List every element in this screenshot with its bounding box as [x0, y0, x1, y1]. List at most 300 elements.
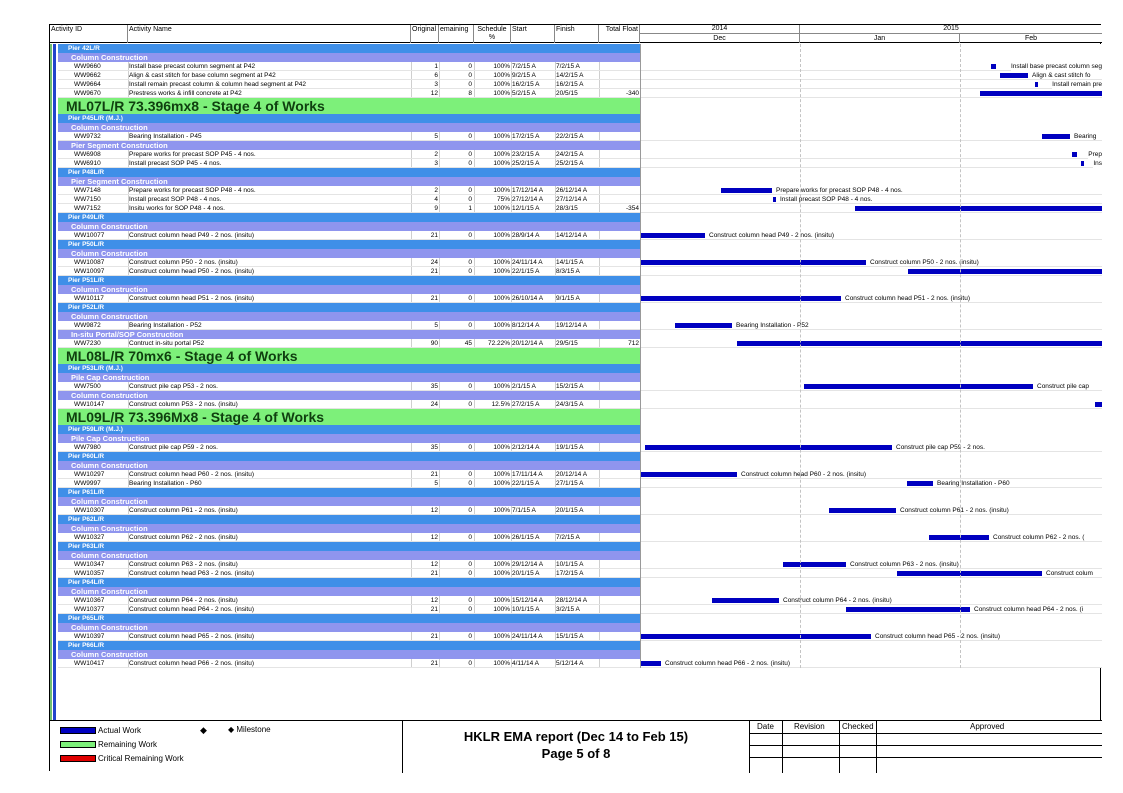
activity-row[interactable]	[50, 62, 1102, 71]
pier-group-row[interactable]	[50, 276, 1102, 285]
work-group-row[interactable]	[50, 551, 1102, 560]
column-divider	[411, 258, 412, 266]
gantt-bar-label: Ins	[1093, 160, 1102, 167]
header-remaining-duration[interactable]: emaining	[439, 25, 474, 43]
activity-row[interactable]	[50, 443, 1102, 452]
column-divider	[511, 632, 512, 640]
remaining-duration: 0	[468, 507, 472, 514]
pier-group-row-label: Pier P50L/R	[68, 241, 105, 248]
activity-row[interactable]	[50, 321, 1102, 330]
remaining-duration: 0	[468, 570, 472, 577]
gantt-bar-label: Align & cast stitch fo	[1032, 72, 1091, 79]
gantt-cell	[640, 434, 1102, 443]
start-date: 20/12/14 A	[512, 340, 544, 347]
pier-group-row[interactable]	[50, 44, 1102, 53]
column-divider	[511, 62, 512, 70]
gantt-cell	[640, 551, 1102, 560]
gantt-bar-label: Construct column head P65 - 2 nos. (insitu)	[875, 633, 1001, 640]
work-group-row[interactable]	[50, 285, 1102, 294]
gantt-cell	[640, 400, 1102, 408]
column-divider	[128, 258, 129, 266]
column-divider	[599, 659, 600, 667]
activity-row[interactable]	[50, 506, 1102, 515]
work-group-row[interactable]	[50, 497, 1102, 506]
legend-critical-label: Critical Remaining Work	[98, 754, 184, 763]
activity-row[interactable]	[50, 89, 1102, 98]
remaining-duration: 0	[468, 480, 472, 487]
work-group-row[interactable]	[50, 312, 1102, 321]
gantt-bar[interactable]	[804, 384, 1033, 389]
column-divider	[128, 132, 129, 140]
column-divider	[599, 186, 600, 194]
schedule-percent: 100%	[493, 633, 510, 640]
gantt-bar[interactable]	[1000, 73, 1028, 78]
gantt-bar[interactable]	[908, 269, 1102, 274]
column-divider	[474, 470, 475, 478]
column-divider	[411, 400, 412, 408]
work-group-row-label: Column Construction	[71, 650, 148, 659]
activity-id: WW10087	[74, 259, 105, 266]
column-divider	[555, 659, 556, 667]
activity-name: Construct column head P51 - 2 nos. (insitu)	[129, 295, 255, 302]
column-divider	[411, 294, 412, 302]
column-divider	[555, 470, 556, 478]
activity-row[interactable]	[50, 186, 1102, 195]
pier-group-row-label: Pier P48L/R	[68, 169, 105, 176]
column-divider	[599, 204, 600, 212]
activity-row[interactable]	[50, 400, 1102, 409]
gantt-bar[interactable]	[907, 481, 933, 486]
gantt-bar[interactable]	[1081, 161, 1084, 166]
work-group-row-label: Column Construction	[71, 53, 148, 62]
column-divider	[555, 533, 556, 541]
column-divider	[439, 80, 440, 88]
column-divider	[474, 258, 475, 266]
column-divider	[128, 89, 129, 97]
finish-date: 20/5/15	[556, 90, 578, 97]
work-group-row[interactable]	[50, 373, 1102, 382]
column-divider	[128, 596, 129, 604]
pier-group-row-label: Pier P66L/R	[68, 642, 105, 649]
pier-group-row-label: Pier P64L/R	[68, 579, 105, 586]
activity-name: Contruct in-situ portal P52	[129, 340, 205, 347]
gantt-cell	[640, 506, 1102, 514]
legend-actual-label: Actual Work	[98, 726, 141, 735]
column-divider	[411, 596, 412, 604]
column-divider	[474, 267, 475, 275]
activity-row[interactable]	[50, 294, 1102, 303]
pier-group-row-label: Pier P52L/R	[68, 304, 105, 311]
original-duration: 21	[430, 570, 438, 577]
column-divider	[599, 62, 600, 70]
work-group-row[interactable]	[50, 141, 1102, 150]
column-divider	[511, 339, 512, 347]
remaining-duration: 0	[468, 606, 472, 613]
work-group-row-label: Pier Segment Construction	[71, 141, 168, 150]
schedule-percent: 100%	[493, 606, 510, 613]
column-divider	[128, 470, 129, 478]
activity-name: Construct column head P50 - 2 nos. (insitu)	[129, 268, 255, 275]
pier-group-row[interactable]	[50, 240, 1102, 249]
gantt-bar[interactable]	[1035, 82, 1038, 87]
column-divider	[511, 321, 512, 329]
pier-group-row[interactable]	[50, 213, 1102, 222]
column-divider	[128, 62, 129, 70]
column-divider	[555, 294, 556, 302]
gantt-cell	[640, 479, 1102, 487]
stage-group-row[interactable]	[50, 409, 1102, 425]
stage-group-row[interactable]	[50, 348, 1102, 364]
schedule-percent: 100%	[493, 480, 510, 487]
column-divider	[599, 267, 600, 275]
schedule-percent: 100%	[493, 570, 510, 577]
column-divider	[128, 71, 129, 79]
column-divider	[555, 186, 556, 194]
gantt-bar[interactable]	[980, 91, 1102, 96]
column-divider	[555, 506, 556, 514]
activity-id: WW10307	[74, 507, 105, 514]
activity-id: WW10297	[74, 471, 105, 478]
activity-row[interactable]	[50, 382, 1102, 391]
gantt-bar[interactable]	[846, 607, 970, 612]
column-divider	[128, 159, 129, 167]
column-divider	[555, 382, 556, 390]
work-group-row[interactable]	[50, 434, 1102, 443]
start-date: 26/1/15 A	[512, 534, 540, 541]
column-divider	[439, 339, 440, 347]
original-duration: 21	[430, 295, 438, 302]
start-date: 4/11/14 A	[512, 660, 539, 667]
gantt-cell	[640, 569, 1102, 577]
gantt-bar[interactable]	[712, 598, 779, 603]
column-divider	[411, 89, 412, 97]
gantt-bar-label: Construct column P50 - 2 nos. (insitu)	[870, 259, 979, 266]
gantt-bar[interactable]	[640, 233, 705, 238]
timeline-month-feb: Feb	[960, 33, 1102, 43]
remaining-duration: 0	[468, 160, 472, 167]
column-divider	[511, 258, 512, 266]
column-divider	[128, 400, 129, 408]
work-group-row[interactable]	[50, 587, 1102, 596]
report-title: HKLR EMA report (Dec 14 to Feb 15)	[463, 729, 689, 744]
schedule-percent: 100%	[493, 63, 510, 70]
finish-date: 16/2/15 A	[556, 81, 584, 88]
column-divider	[599, 132, 600, 140]
work-group-row[interactable]	[50, 623, 1102, 632]
finish-date: 24/3/15 A	[556, 401, 584, 408]
finish-date: 22/2/15 A	[556, 133, 584, 140]
start-date: 5/2/15 A	[512, 90, 536, 97]
gantt-bar[interactable]	[929, 535, 989, 540]
start-date: 26/10/14 A	[512, 295, 544, 302]
start-date: 10/1/15 A	[512, 606, 540, 613]
column-divider	[474, 632, 475, 640]
original-duration: 21	[430, 268, 438, 275]
schedule-percent: 100%	[493, 259, 510, 266]
column-divider	[439, 596, 440, 604]
pier-group-row-label: Pier P60L/R	[68, 453, 105, 460]
column-divider	[555, 400, 556, 408]
gantt-bar[interactable]	[640, 472, 737, 477]
work-group-row[interactable]	[50, 461, 1102, 470]
gantt-bar[interactable]	[640, 634, 871, 639]
gantt-bar[interactable]	[640, 260, 866, 265]
activity-row[interactable]	[50, 659, 1102, 668]
gantt-cell	[640, 321, 1102, 329]
original-duration: 2	[434, 187, 438, 194]
work-group-row-label: Column Construction	[71, 249, 148, 258]
pier-group-row[interactable]	[50, 515, 1102, 524]
schedule-percent: 100%	[493, 561, 510, 568]
gantt-cell	[640, 524, 1102, 533]
column-divider	[411, 382, 412, 390]
pier-group-row-label: Pier P59L/R (M.J.)	[68, 426, 123, 433]
column-divider	[439, 267, 440, 275]
gantt-bar-label: Construct column P63 - 2 nos. (insitu)	[850, 561, 959, 568]
activity-row[interactable]	[50, 195, 1102, 204]
column-divider	[555, 258, 556, 266]
header-original-duration[interactable]: Original	[411, 25, 439, 43]
header-activity-id[interactable]: Activity ID	[50, 25, 128, 43]
column-divider	[599, 231, 600, 239]
pier-group-row[interactable]	[50, 578, 1102, 587]
gantt-cell	[640, 89, 1102, 97]
column-divider	[511, 132, 512, 140]
pier-group-row-label: Pier P49L/R	[68, 214, 105, 221]
column-divider	[411, 321, 412, 329]
pier-group-row-label: Pier P65L/R	[68, 615, 105, 622]
gantt-bar[interactable]	[829, 508, 896, 513]
start-date: 16/2/15 A	[512, 81, 540, 88]
total-float: 712	[628, 340, 639, 347]
column-divider	[599, 294, 600, 302]
stage-group-row[interactable]	[50, 98, 1102, 114]
finish-date: 7/2/15 A	[556, 63, 580, 70]
activity-id: WW7980	[74, 444, 101, 451]
column-divider	[128, 569, 129, 577]
pier-group-row[interactable]	[50, 364, 1102, 373]
work-group-row[interactable]	[50, 391, 1102, 400]
work-group-row-label: In-situ Portal/SOP Construction	[71, 330, 184, 339]
column-divider	[474, 150, 475, 158]
schedule-percent: 100%	[493, 471, 510, 478]
pier-group-row[interactable]	[50, 425, 1102, 434]
remaining-duration: 0	[468, 232, 472, 239]
work-group-row[interactable]	[50, 330, 1102, 339]
work-group-row[interactable]	[50, 53, 1102, 62]
activity-id: WW10327	[74, 534, 105, 541]
activity-name: Construct column P63 - 2 nos. (insitu)	[129, 561, 238, 568]
activity-row[interactable]	[50, 159, 1102, 168]
activity-name: Bearing Installation - P60	[129, 480, 202, 487]
column-divider	[474, 659, 475, 667]
schedule-percent: 100%	[493, 597, 510, 604]
finish-date: 19/12/14 A	[556, 322, 588, 329]
activity-row[interactable]	[50, 533, 1102, 542]
gantt-cell	[640, 425, 1102, 434]
gantt-bar[interactable]	[640, 296, 841, 301]
header-activity-name[interactable]: Activity Name	[128, 25, 411, 43]
column-divider	[128, 443, 129, 451]
gantt-cell	[640, 330, 1102, 339]
remaining-duration: 0	[468, 597, 472, 604]
pier-group-row[interactable]	[50, 641, 1102, 650]
finish-date: 19/1/15 A	[556, 444, 584, 451]
activity-row[interactable]	[50, 204, 1102, 213]
gantt-bar[interactable]	[991, 64, 996, 69]
activity-row[interactable]	[50, 479, 1102, 488]
finish-date: 5/12/14 A	[556, 660, 584, 667]
column-divider	[439, 569, 440, 577]
column-divider	[128, 605, 129, 613]
start-date: 24/11/14 A	[512, 259, 543, 266]
start-date: 12/1/15 A	[512, 205, 540, 212]
column-divider	[599, 400, 600, 408]
activity-row[interactable]	[50, 569, 1102, 578]
column-divider	[411, 186, 412, 194]
activity-row[interactable]	[50, 632, 1102, 641]
gantt-bar[interactable]	[1072, 152, 1077, 157]
activity-id: WW10147	[74, 401, 105, 408]
gantt-cell	[640, 204, 1102, 212]
column-divider	[599, 632, 600, 640]
activity-row[interactable]	[50, 596, 1102, 605]
gantt-cell	[640, 623, 1102, 632]
work-group-row-label: Column Construction	[71, 461, 148, 470]
pier-group-row[interactable]	[50, 303, 1102, 312]
gantt-bar[interactable]	[783, 562, 846, 567]
header-schedule-pct[interactable]: Schedule %	[474, 25, 511, 43]
original-duration: 12	[430, 534, 438, 541]
column-divider	[439, 89, 440, 97]
gantt-bar[interactable]	[675, 323, 732, 328]
gantt-cell	[640, 80, 1102, 88]
column-divider	[599, 569, 600, 577]
column-divider	[411, 632, 412, 640]
header-start[interactable]: Start	[511, 25, 555, 43]
stage-group-row-label: ML09L/R 73.396Mx8 - Stage 4 of Works	[66, 409, 325, 425]
gantt-bar-label: Construct column P64 - 2 nos. (insitu)	[783, 597, 892, 604]
activity-name: Insitu works for SOP P48 - 4 nos.	[129, 205, 225, 212]
pier-group-row[interactable]	[50, 168, 1102, 177]
gantt-cell	[640, 650, 1102, 659]
activity-id: WW9660	[74, 63, 101, 70]
column-divider	[599, 89, 600, 97]
gantt-bar[interactable]	[1042, 134, 1070, 139]
gantt-bar[interactable]	[640, 661, 661, 666]
gantt-cell	[640, 159, 1102, 167]
timeline-gridline	[960, 44, 961, 668]
work-group-row[interactable]	[50, 524, 1102, 533]
remaining-duration: 45	[464, 340, 472, 347]
activity-id: WW9997	[74, 480, 101, 487]
gantt-cell	[640, 470, 1102, 478]
header-finish[interactable]: Finish	[555, 25, 599, 43]
activity-row[interactable]	[50, 267, 1102, 276]
remaining-duration: 0	[468, 295, 472, 302]
pier-group-row[interactable]	[50, 542, 1102, 551]
column-divider	[439, 62, 440, 70]
activity-row[interactable]	[50, 605, 1102, 614]
column-divider	[474, 89, 475, 97]
gantt-bar[interactable]	[645, 445, 892, 450]
column-divider	[555, 569, 556, 577]
pier-group-row[interactable]	[50, 488, 1102, 497]
work-group-row-label: Pier Segment Construction	[71, 177, 168, 186]
gantt-cell	[640, 294, 1102, 302]
start-date: 2/12/14 A	[512, 444, 540, 451]
gantt-bar[interactable]	[1095, 402, 1102, 407]
gantt-cell	[640, 123, 1102, 132]
activity-name: Construct column head P66 - 2 nos. (insitu)	[129, 660, 255, 667]
activity-row[interactable]	[50, 470, 1102, 479]
gantt-bar[interactable]	[737, 341, 1102, 346]
work-group-row[interactable]	[50, 650, 1102, 659]
original-duration: 35	[430, 383, 438, 390]
work-group-row[interactable]	[50, 249, 1102, 258]
gantt-bar-label: Construct column head P49 - 2 nos. (insitu)	[709, 232, 835, 239]
gantt-bar-label: Prepare works for precast SOP P48 - 4 nos.	[776, 187, 903, 194]
activity-id: WW7500	[74, 383, 101, 390]
gantt-cell	[640, 659, 1102, 667]
activity-row[interactable]	[50, 560, 1102, 569]
start-date: 23/2/15 A	[512, 151, 540, 158]
remaining-duration: 0	[468, 151, 472, 158]
column-divider	[411, 80, 412, 88]
column-divider	[555, 267, 556, 275]
column-divider	[511, 159, 512, 167]
activity-id: WW9670	[74, 90, 101, 97]
activity-row[interactable]	[50, 150, 1102, 159]
work-group-row[interactable]	[50, 177, 1102, 186]
column-divider	[128, 339, 129, 347]
column-divider	[128, 321, 129, 329]
original-duration: 21	[430, 471, 438, 478]
gantt-bar[interactable]	[855, 206, 1102, 211]
column-divider	[555, 231, 556, 239]
start-date: 22/1/15 A	[512, 268, 540, 275]
activity-row[interactable]	[50, 71, 1102, 80]
column-divider	[599, 605, 600, 613]
gantt-bar[interactable]	[897, 571, 1042, 576]
gantt-bar[interactable]	[721, 188, 772, 193]
pier-group-row[interactable]	[50, 614, 1102, 623]
gantt-bar[interactable]	[773, 197, 776, 202]
pier-group-row[interactable]	[50, 114, 1102, 123]
gantt-cell	[640, 267, 1102, 275]
schedule-percent: 100%	[493, 660, 510, 667]
activity-row[interactable]	[50, 231, 1102, 240]
column-divider	[474, 186, 475, 194]
remaining-duration: 0	[468, 471, 472, 478]
activity-row[interactable]	[50, 339, 1102, 348]
start-date: 29/12/14 A	[512, 561, 544, 568]
column-divider	[128, 632, 129, 640]
column-divider	[439, 195, 440, 203]
column-divider	[599, 159, 600, 167]
work-group-row[interactable]	[50, 222, 1102, 231]
activity-row[interactable]	[50, 258, 1102, 267]
pier-group-row[interactable]	[50, 452, 1102, 461]
start-date: 17/12/14 A	[512, 187, 544, 194]
work-group-row-label: Column Construction	[71, 623, 148, 632]
original-duration: 21	[430, 660, 438, 667]
header-total-float[interactable]: Total Float	[599, 25, 640, 43]
activity-row[interactable]	[50, 132, 1102, 141]
work-group-row[interactable]	[50, 123, 1102, 132]
activity-id: WW10397	[74, 633, 105, 640]
activity-row[interactable]	[50, 80, 1102, 89]
